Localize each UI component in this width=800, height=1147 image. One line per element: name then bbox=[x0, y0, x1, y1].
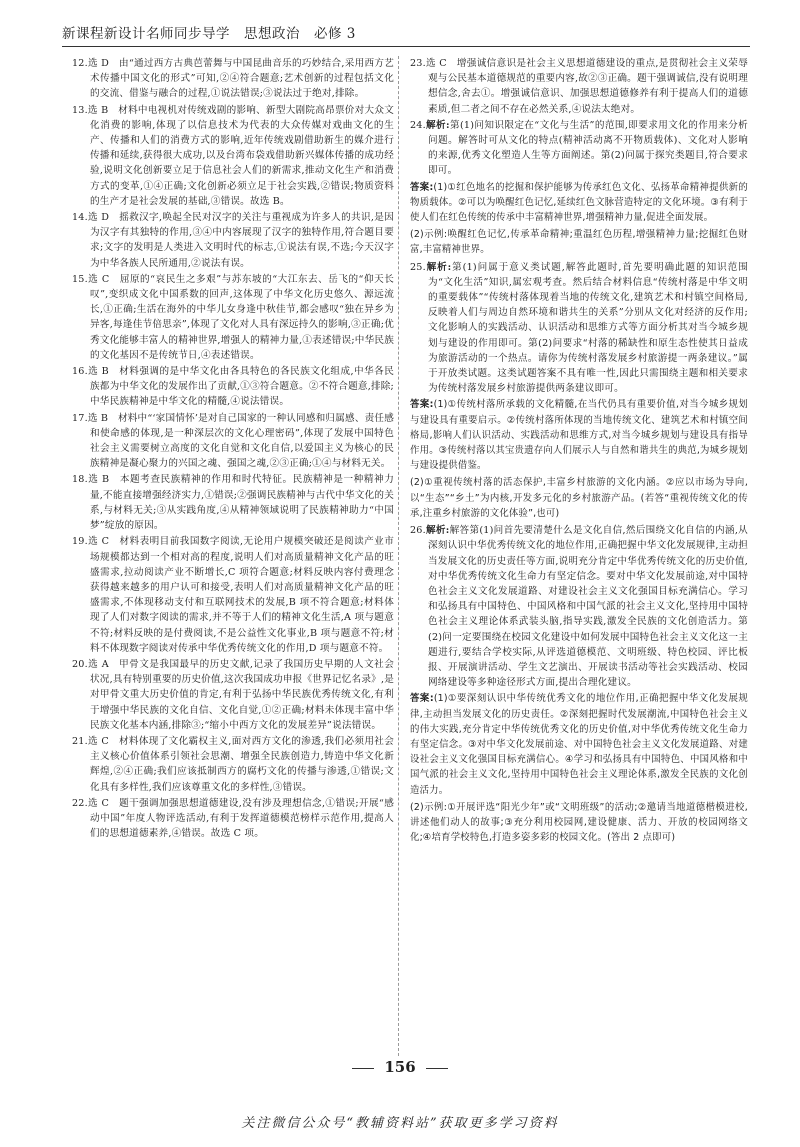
answer-item-18: 18.选 B 本题考查民族精神的作用和时代特征。民族精神是一种精神力量,不能直接增强经济实力,①错误;②强调民族精神与古代中华文化的关系,与材料无关;③从实践角度,④从精神领域说明了民族精神助力“中国梦”绽放的原因。 bbox=[72, 474, 394, 532]
answer-item-26-answer2: (2)示例:①开展评选“阳光少年”或“文明班级”的活动;②邀请当地道德楷模进校,讲述他们动人的故事;③充分利用校园网,建设健康、活力、开放的校园网络文化;④培育学校特色,打造多姿多彩的校园文化。(答出 2 点即可) bbox=[410, 801, 748, 844]
answer-item-23: 23.选 C 增强诚信意识是社会主义思想道德建设的重点,是贯彻社会主义荣辱观与公民基本道德规范的重要内容,故②③正确。题干强调诚信,没有说明理想信念,舍去①。增强诚信意识、加强思想道德修养有利于提高人们的道德素质,但二者之间不存在必然关系,④说法太绝对。 bbox=[410, 58, 748, 115]
answer-item-13: 13.选 B 材料中电视机对传统戏剧的影响、新型大剧院高昂票价对大众文化消费的影响,体现了以信息技术为代表的大众传媒对戏曲文化的生产、传播和人们的消费方式的影响,近年传统戏剧借助新生的媒介进行传播和延续,获得很大成功,以及台湾布袋戏借助新兴媒体传播的成功经验,说明文化创新要立足于信息社会人们的新需求,推动文化生产和消费方式的变革,①④正确;文化创新必须立足于社会实践,②错误;物质资料的生产才是社会发展的基础,③错误。故选 B。 bbox=[72, 104, 394, 207]
column-divider bbox=[398, 56, 399, 1056]
page-number-dash-right bbox=[426, 1068, 448, 1069]
answer-item-14: 14.选 D 摇救汉字,唤起全民对汉字的关注与重视成为许多人的共识,是因为汉字有其独特的作用,③④中内容展现了汉字的独特作用,符合题目要求;文字的发明是人类进入文明时代的标志,①说法有误,不选;今天汉字为中华各族人民所通用,②说法有误。 bbox=[72, 212, 394, 269]
answer-item-25-answer2: (2)①重视传统村落的活态保护,丰富乡村旅游的文化内涵。②应以市场为导向,以“生态”“乡土”为内核,开发多元化的乡村旅游产品。(若答“重视传统文化的传承,注重乡村旅游的文化体验”,也可) bbox=[410, 477, 748, 519]
answer-item-26-analysis: 26.解析:解答第(1)问首先要清楚什么是文化自信,然后围绕文化自信的内涵,从深刻认识中华优秀传统文化的地位作用,正确把握中华文化发展规律,主动担当发展文化的历史责任等方面,说明充分肯定中华优秀传统文化的历史价值,对中华优秀传统文化生命力有坚定信念。要对中华文化发展前途,对中国特色社会主义文化发展道路、对建设社会主义文化强国目标充满信心。学习和弘扬具有中国特色、中国风格和中国气派的社会主义文化,坚持用中国特色社会主义理论体系武装头脑,指导实践,激发全民族的文化创造活力。第(2)问一定要围绕在校园文化建设中如何发展中国特色社会主义文化这一主题进行,要结合学校实际,从评选道德模范、文明班级、特色校园、评比板报、开展演讲活动、学生文艺演出、开展读书活动等社会实践活动、校园网络建设等多种途径形式方面,提出合理化建议。 bbox=[410, 525, 748, 689]
left-column bbox=[72, 56, 394, 842]
right-column bbox=[410, 56, 748, 847]
page-number-dash-left bbox=[352, 1068, 374, 1069]
answer-item-20: 20.选 A 甲骨文是我国最早的历史文献,记录了我国历史早期的人文社会状况,具有特别重要的历史价值,这次我国成功申报《世界记忆名录》,是对甲骨文重大历史价值的肯定,有利于弘扬中华民族优秀传统文化,有利于增强中华民族的文化自信、文化自觉,①②正确;材料未体现丰富中华民族文化基本内涵,排除③;“缩小中西方文化的发展差异”说法错误。 bbox=[72, 658, 394, 731]
answer-item-25-analysis: 25.解析:第(1)问属于意义类试题,解答此题时,首先要明确此题的知识范围为“文化生活”知识,属宏观考查。然后结合材料信息“传统村落是中华文明的重要载体”“传统村落体现着当地的传统文化,建筑艺术和村镇空间格局,反映着人们与周边自然环境和谐共生的关系”分别从文化对经济的反作用;文化影响人的实践活动、认识活动和思维方式等方面分析其对当今城乡规划与建设的作用即可。第(2)问要求“村落的稀缺性和原生态性使其日益成为旅游活动的一个热点。请你为传统村落发展乡村旅游提一两条建议。”属于开放类试题。这类试题答案不具有唯一性,因此只需围绕主题和相关要求为传统村落发展乡村旅游提供两条建议即可。 bbox=[410, 261, 748, 395]
running-header: 新课程新设计名师同步导学 思想政治 必修 3 bbox=[62, 26, 356, 42]
header-rule bbox=[62, 46, 750, 47]
footer-promo: 关注微信公众号“教辅资料站”获取更多学习资料 bbox=[241, 1116, 559, 1131]
answer-item-17: 17.选 B 材料中“‘家国情怀’是对自己国家的一种认同感和归属感、责任感和使命感的体现,是一种深层次的文化心理密码”,体现了发展中国特色社会主义需要树立高度的文化自觉和文化自信,以爱国主义为核心的民族精神是凝心聚力的兴国之魂、强国之魂,②③正确;①④与材料无关。 bbox=[72, 412, 394, 470]
answer-item-16: 16.选 B 材料强调的是中华文化由各具特色的各民族文化组成,中华各民族都为中华文化的发展作出了贡献,①③符合题意。②不符合题意,排除;中华民族精神是中华文化的精髓,④说法错误。 bbox=[72, 366, 394, 408]
answer-item-25-answer1: 答案:(1)①传统村落所承载的文化精髓,在当代仍具有重要价值,对当今城乡规划与建设具有重要启示。②传统村落所体现的当地传统文化、建筑艺术和村镇空间格局,影响人们认识活动、实践活动和思维方式,对当今城乡规划与建设具有指导作用。③传统村落以其宝贵遗存向人们展示人与自然和谐共生的典范,为城乡规划与建设提供借鉴。 bbox=[410, 399, 748, 472]
answer-item-26-answer1: 答案:(1)①要深刻认识中华传统优秀文化的地位作用,正确把握中华文化发展规律,主动担当发展文化的历史责任。②深刻把握时代发展潮流,中国特色社会主义的伟大实践,充分肯定中华传统优秀文化的历史价值,对中华优秀传统文化生命力有坚定信念。③对中华文化发展前途、对中国特色社会主义文化发展道路、对建设社会主义文化强国目标充满信心。④学习和弘扬具有中国特色、中国风格和中国气派的社会主义文化,坚持用中国特色社会主义理论体系,激发全民族的文化创造活力。 bbox=[410, 693, 749, 796]
answer-item-22: 22.选 C 题干强调加强思想道德建设,没有涉及理想信念,①错误;开展“感动中国”年度人物评选活动,有利于发挥道德模范榜样示范作用,提高人们的思想道德素养,④错误。故选 C 项。 bbox=[72, 797, 394, 840]
answer-item-12: 12.选 D 由“通过西方古典芭蕾舞与中国昆曲音乐的巧妙结合,采用西方艺术传播中国文化的形式”可知,②④符合题意;艺术创新的过程包括文化的交流、借鉴与融合的过程,①说法错误;③说法过于绝对,排除。 bbox=[72, 58, 394, 100]
answer-item-24-answer2: (2)示例:唤醒红色记忆,传承革命精神;重温红色历程,增强精神力量;挖掘红色财富,丰富精神世界。 bbox=[410, 229, 748, 256]
page-number: 156 bbox=[0, 1058, 800, 1076]
answer-item-24-answer1: 答案:(1)①红色地名的挖掘和保护能够为传承红色文化、弘扬革命精神提供新的物质载体。②可以为唤醒红色记忆,延续红色文脉营造特定的文化环境。③有利于使人们在红色传统的传承中丰富精神世界,增强精神力量,促进全面发展。 bbox=[410, 181, 748, 224]
answer-item-24-analysis: 24.解析:第(1)问知识限定在“文化与生活”的范围,即要求用文化的作用来分析问题。解答时可从文化的特点(精神活动离不开物质载体)、文化对人影响的来源,优秀文化塑造人生等方面阐述。第(2)问属于探究类题目,符合要求即可。 bbox=[410, 119, 748, 177]
answer-item-21: 21.选 C 材料体现了文化霸权主义,面对西方文化的渗透,我们必须用社会主义核心价值体系引领社会思潮、增强全民族创造力,铸造中华文化新辉煌,②④正确;我们应该抵制西方的腐朽文化的传播与渗透,①错误;文化具有多样性,我们应该尊重文化的多样性,③错误。 bbox=[72, 735, 394, 793]
answer-item-19: 19.选 C 材料表明目前我国数字阅读,无论用户规模突破还是阅读产业市场规模都达到一个相对高的程度,说明人们对高质量精神文化产品的旺盛需求,拉动阅读产业不断增长,C 项符合题意;材料反映内容付费理念获得越来越多的用户认可和接受,表明人们对高质量精神文化产品的旺盛需求,不体现移动支付和互联网技术的发展,B 项不符合题意;材料体现了人们对数字阅读的需求,并不等于人们的精神文化生活,A 项与题意不符;材料反映的是付费阅读,不是公益性文化事业,B 项与题意不符;材料不体现数字阅读对传承中华优秀传统文化的作用,D 项与题意不符。 bbox=[72, 536, 394, 654]
answer-item-15: 15.选 C 屈原的“哀民生之多艰”与苏东坡的“大江东去、岳飞的“仰天长叹”,变织成文化中国系数的回声,这体现了中华文化历史悠久、源远流长,①正确;生活在海外的中华儿女身逢中秋佳节,都会感叹“独在异乡为异客,每逢佳节倍思亲”,体现了文化对人具有深远持久的影响,③正确;优秀文化能够丰富人的精神世界,增强人的精神力量,①表述错误;中华民族的文化基因不是传统节日,④表述错误。 bbox=[72, 273, 394, 361]
